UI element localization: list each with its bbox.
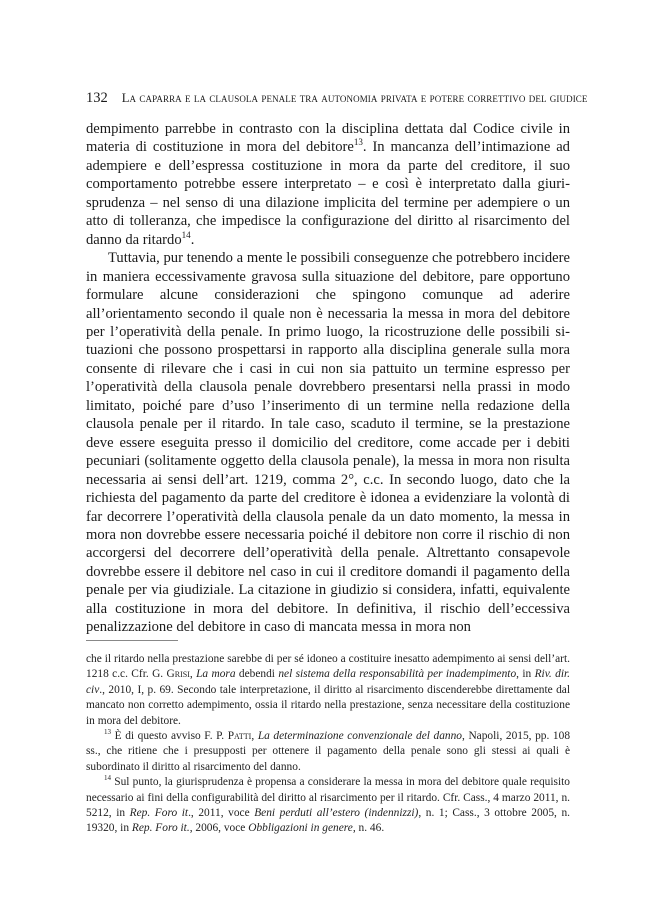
paragraph: Tuttavia, pur tenendo a mente le possibili conseguenze che potrebbero incidere in maniera eccessivamente gravosa sulla situazione del debitore, pare opportuno formulare alcune considerazioni che spingono comunque ad aderire all’orientamento secondo il quale non è necessaria la messa in mora del debitore per l’operatività della penale. In primo luogo, la ricostruzione delle possibili situazioni che possono prospettarsi in rapporto alla disciplina generale sulla mora consente di rilevare che i casi in cui non sia pattuito un termine espresso per l’operatività della clausola penale dovrebbero presentarsi nella prassi in modo limitato, poiché pare d’uso l’inserimento di un termine nella redazione della clausola penale per il ritardo. In tale caso, scaduto il termine, se la prestazione deve essere eseguita presso il domicilio del creditore, come accade per i debiti pecuniari (solitamente oggetto della clausola penale), la messa in mora non risulta necessaria ai sensi dell’art. 1219, comma 2°, c.c. In secondo luogo, dato che la richiesta del pagamento da parte del creditore è idonea a evidenziare la volontà di far decorrere l’operatività della clausola penale da un dato momento, la messa in mora non dovrebbe essere necessaria poiché il debitore non corre il rischio di non accorgersi del decorrere dell’operatività della penale. Altrettanto consapevole dovrebbe essere il debitore nel caso in cui il creditore domandi il pagamento della penale per via giudiziale. La citazione in giudizio si considera, infatti, equivalente alla costituzione in mora del debitore. In definitiva, il rischio dell’eccessiva penalizzazione del debitore in caso di mancata messa in mora non <box>86 250 570 636</box>
footnotes <box>86 652 570 837</box>
page-number: 132 <box>86 90 108 106</box>
footnote-continuation: che il ritardo nella prestazione sarebbe di per sé idoneo a costituire inesatto adempimento ai sensi dell’art. 1218 c.c. Cfr. G. Grisi, La mora debendi nel sistema della responsabilità per inadempimento, in Riv. dir. civ., 2010, I, p. 69. Secondo tale interpretazione, il diritto al risarcimento discenderebbe direttamente dal mancato non corretto adempimento, ossia il ritardo nella prestazione, senza necessitare della costituzione in mora del debitore. <box>86 653 571 727</box>
footnote-number: 13 <box>104 728 112 737</box>
running-header <box>86 90 588 107</box>
footnote-13: $^{13}$ È di questo avviso F. P. Patti, La determinazione convenzionale del danno, Napoli, 2015, pp. 108 ss., che ritiene che i presupposti per ottenere il pagamento della penale sono gli stessi ai quali è subordinato il diritto al risarcimento del danno. <box>86 728 571 773</box>
paragraph-continuation: dempimento parrebbe in contrasto con la disciplina dettata dal Codice civile in materia di costituzione in mora del debitore$^{13}$. In mancanza dell’intimazione ad adempiere e dell’espressa costituzione in mora da parte del creditore, il suo comportamento potrebbe essere interpretato – e così è interpretato dalla giurisprudenza – nel senso di una dilazione implicita del termine per adempiere o un atto di tolleranza, che impedisce la configurazione del diritto al risarcimento del danno da ritardo$^{14}$. <box>86 121 570 248</box>
main-text <box>86 120 570 637</box>
footnote-ref-14: 14 <box>181 229 191 240</box>
running-title: La caparra e la clausola penale tra autonomia privata e potere correttivo del giudice <box>121 91 588 105</box>
footnote-divider <box>86 640 178 641</box>
footnote-ref-13: 13 <box>353 137 363 148</box>
footnote-14: $^{14}$ Sul punto, la giurisprudenza è propensa a considerare la messa in mora del debitore quale requisito necessario ai fini della configurabilità del diritto al risarcimento per il ritardo. Cfr. Cass., 4 marzo 2011, n. 5212, in Rep. Foro it., 2011, voce Beni perduti all’estero (indennizzi), n. 1; Cass., 3 ottobre 2005, n. 19320, in Rep. Foro it., 2006, voce Obbligazioni in genere, n. 46. <box>86 774 571 835</box>
footnote-number: 14 <box>104 774 112 783</box>
